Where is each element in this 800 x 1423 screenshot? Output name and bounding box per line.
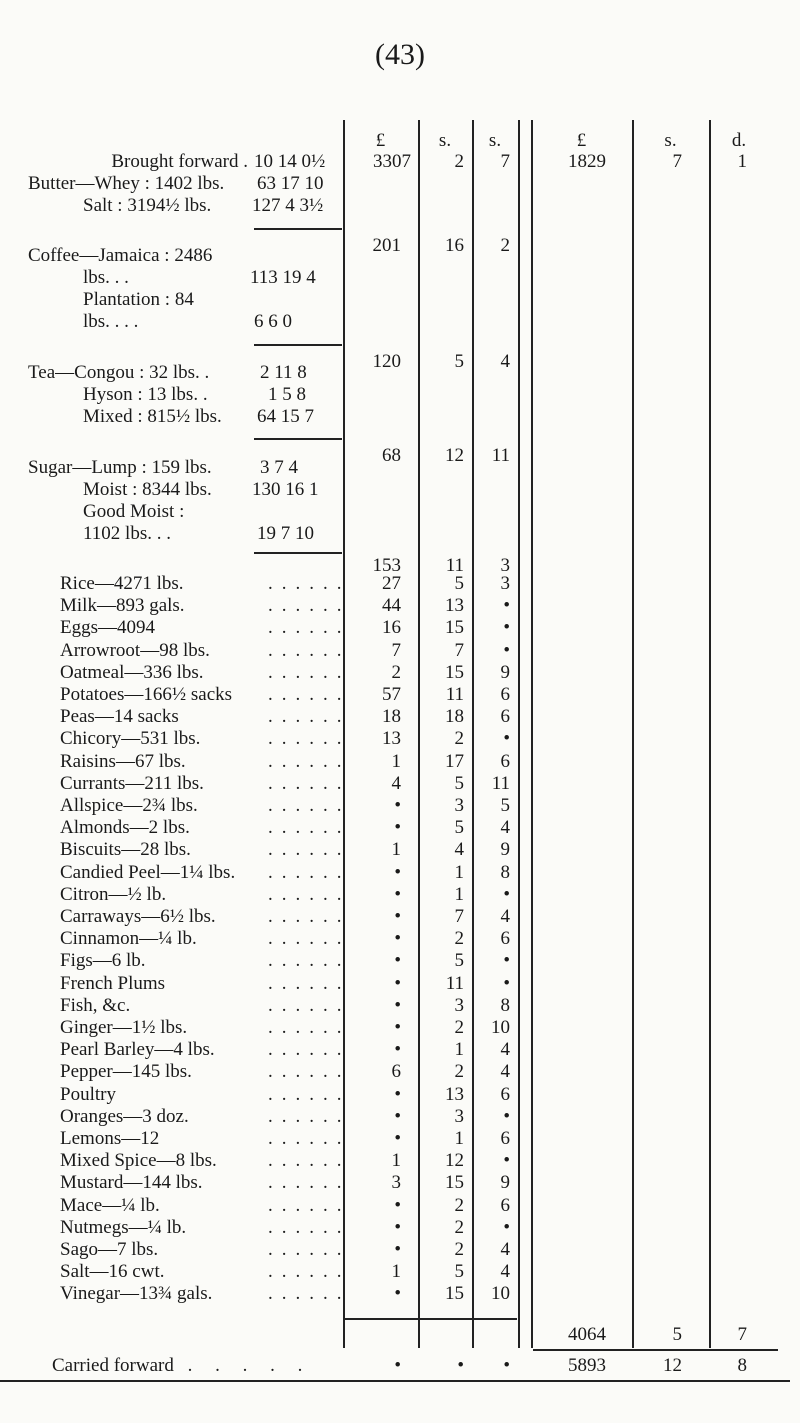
brought-forward-pounds: 3307 <box>373 151 411 172</box>
item-label: French Plums <box>60 973 166 994</box>
item-label: Arrowroot—98 lbs. <box>60 640 210 661</box>
item-pounds: 1 <box>391 751 401 772</box>
item-shillings: 1 <box>454 884 464 905</box>
header-total-shillings: s. <box>664 130 677 151</box>
item-pence: 8 <box>500 995 510 1016</box>
item-shillings: 3 <box>454 995 464 1016</box>
leader-dots: ...... <box>268 1061 351 1082</box>
carried-forward-shillings: • <box>457 1355 464 1376</box>
item-pounds: • <box>394 1239 401 1260</box>
item-pence: 6 <box>500 1128 510 1149</box>
item-pounds: 1 <box>391 839 401 860</box>
item-label: Peas—14 sacks <box>60 706 179 727</box>
brought-forward-total-pounds: 1829 <box>568 151 606 172</box>
subtotal-pounds: 4064 <box>568 1324 606 1345</box>
sugar-good-moist-label: Good Moist : <box>83 501 185 522</box>
coffee-jamaica-amount: 113 19 4 <box>250 267 316 288</box>
sugar-good-moist-unit: 1102 lbs. . . <box>83 523 171 544</box>
item-pence: 8 <box>500 862 510 883</box>
subtotal-pence: 7 <box>737 1324 747 1345</box>
item-shillings: 5 <box>454 773 464 794</box>
carried-forward-text: Carried forward <box>52 1355 174 1376</box>
item-shillings: 2 <box>454 1195 464 1216</box>
item-shillings: 2 <box>454 728 464 749</box>
item-label: Cinnamon—¼ lb. <box>60 928 197 949</box>
butter-shillings: 16 <box>445 235 464 256</box>
carried-forward-pence: • <box>503 1355 510 1376</box>
tea-shillings: 12 <box>445 445 464 466</box>
item-shillings: 2 <box>454 1217 464 1238</box>
item-label: Mace—¼ lb. <box>60 1195 160 1216</box>
item-label: Mustard—144 lbs. <box>60 1172 203 1193</box>
grand-total-rule <box>533 1349 778 1351</box>
leader-dots: ...... <box>268 617 351 638</box>
coffee-pence: 4 <box>500 351 510 372</box>
item-shillings: 1 <box>454 1128 464 1149</box>
butter-pence: 2 <box>500 235 510 256</box>
sugar-good-moist-amount: 19 7 10 <box>257 523 314 544</box>
item-pence: • <box>503 950 510 971</box>
item-pounds: 1 <box>391 1261 401 1282</box>
tea-pence: 11 <box>491 445 510 466</box>
leader-dots: ...... <box>268 973 351 994</box>
coffee-jamaica-unit: lbs. . . <box>83 267 129 288</box>
item-pounds: • <box>394 1283 401 1304</box>
item-shillings: 15 <box>445 662 464 683</box>
item-pence: • <box>503 1106 510 1127</box>
item-pounds: 4 <box>391 773 401 794</box>
leader-dots: ...... <box>268 1017 351 1038</box>
item-pence: 9 <box>500 1172 510 1193</box>
item-label: Citron—½ lb. <box>60 884 167 905</box>
tea-label: Tea—Congou : 32 lbs. . <box>28 362 210 383</box>
tea-mixed-amount: 64 15 7 <box>257 406 314 427</box>
item-label: Carraways—6½ lbs. <box>60 906 216 927</box>
butter-salt-amount: 127 4 3½ <box>252 195 324 216</box>
item-label: Raisins—67 lbs. <box>60 751 186 772</box>
item-shillings: 17 <box>445 751 464 772</box>
tea-subtotal-rule <box>254 438 342 440</box>
item-shillings: 7 <box>454 640 464 661</box>
item-pence: 6 <box>500 1084 510 1105</box>
item-pounds: • <box>394 1084 401 1105</box>
leader-dots: ...... <box>268 950 351 971</box>
tea-pounds: 68 <box>382 445 401 466</box>
item-label: Potatoes—166½ sacks <box>60 684 233 705</box>
item-pence: 6 <box>500 928 510 949</box>
item-shillings: 11 <box>445 684 464 705</box>
subtotal-shillings: 5 <box>672 1324 682 1345</box>
leader-dots: ...... <box>268 906 351 927</box>
brought-forward-total-shillings: 7 <box>672 151 682 172</box>
item-pence: • <box>503 617 510 638</box>
item-pence: 6 <box>500 684 510 705</box>
item-shillings: 5 <box>454 1261 464 1282</box>
leader-dots: ...... <box>268 1084 351 1105</box>
item-shillings: 5 <box>454 950 464 971</box>
leader-dots: ...... <box>268 595 351 616</box>
item-shillings: 2 <box>454 1239 464 1260</box>
leader-dots: ...... <box>268 773 351 794</box>
item-pounds: • <box>394 995 401 1016</box>
leader-dots: ...... <box>268 928 351 949</box>
item-pence: • <box>503 595 510 616</box>
item-pence: 6 <box>500 706 510 727</box>
brought-forward-label: Brought forward . <box>111 151 248 172</box>
item-pence: • <box>503 973 510 994</box>
item-pounds: 57 <box>382 684 401 705</box>
item-shillings: 1 <box>454 1039 464 1060</box>
item-pounds: 7 <box>391 640 401 661</box>
item-shillings: 2 <box>454 928 464 949</box>
rule-pence-right <box>518 120 520 1348</box>
item-label: Allspice—2¾ lbs. <box>60 795 198 816</box>
item-label: Sago—7 lbs. <box>60 1239 159 1260</box>
tea-hyson-label: Hyson : 13 lbs. . <box>83 384 208 405</box>
butter-salt-label: Salt : 3194½ lbs. <box>83 195 212 216</box>
tea-hyson-amount: 1 5 8 <box>268 384 306 405</box>
item-pounds: 18 <box>382 706 401 727</box>
item-label: Oatmeal—336 lbs. <box>60 662 204 683</box>
leader-dots: ...... <box>268 884 351 905</box>
sugar-subtotal-rule <box>254 552 342 554</box>
header-total-pence: d. <box>731 130 747 151</box>
leader-dots: ...... <box>268 995 351 1016</box>
item-pounds: 2 <box>391 662 401 683</box>
item-shillings: 3 <box>454 795 464 816</box>
item-label: Pearl Barley—4 lbs. <box>60 1039 215 1060</box>
item-pence: 6 <box>500 751 510 772</box>
item-pence: 4 <box>500 1039 510 1060</box>
item-pounds: • <box>394 1195 401 1216</box>
item-pounds: 16 <box>382 617 401 638</box>
item-shillings: 12 <box>445 1150 464 1171</box>
sugar-shillings: 11 <box>445 555 464 576</box>
item-label: Ginger—1½ lbs. <box>60 1017 188 1038</box>
leader-dots: ...... <box>268 1195 351 1216</box>
carried-forward-total-shillings: 12 <box>663 1355 682 1376</box>
leader-dots: ...... <box>268 795 351 816</box>
item-pence: 4 <box>500 817 510 838</box>
leader-dots: ...... <box>268 1039 351 1060</box>
item-pence: 4 <box>500 1239 510 1260</box>
item-pence: 5 <box>500 795 510 816</box>
item-shillings: 15 <box>445 617 464 638</box>
butter-pounds: 201 <box>372 235 401 256</box>
sugar-moist-amount: 130 16 1 <box>252 479 319 500</box>
item-pence: • <box>503 640 510 661</box>
item-pounds: 27 <box>382 573 401 594</box>
sugar-label: Sugar—Lump : 159 lbs. <box>28 457 212 478</box>
item-label: Chicory—531 lbs. <box>60 728 201 749</box>
item-label: Vinegar—13¾ gals. <box>60 1283 213 1304</box>
carried-forward-total-pounds: 5893 <box>568 1355 606 1376</box>
item-label: Oranges—3 doz. <box>60 1106 189 1127</box>
item-pounds: • <box>394 817 401 838</box>
item-pence: 6 <box>500 1195 510 1216</box>
coffee-plantation-amount: 6 6 0 <box>254 311 292 332</box>
item-pounds: • <box>394 795 401 816</box>
item-pence: 11 <box>491 773 510 794</box>
item-shillings: 15 <box>445 1172 464 1193</box>
leader-dots: ...... <box>268 662 351 683</box>
page-number: (43) <box>375 38 425 71</box>
item-pounds: 1 <box>391 1150 401 1171</box>
item-pounds: • <box>394 884 401 905</box>
coffee-plantation-label: Plantation : 84 <box>83 289 194 310</box>
item-pence: 4 <box>500 1261 510 1282</box>
item-label: Figs—6 lb. <box>60 950 146 971</box>
item-shillings: 7 <box>454 906 464 927</box>
carried-forward-pounds: • <box>394 1355 401 1376</box>
item-label: Pepper—145 lbs. <box>60 1061 192 1082</box>
item-pence: 10 <box>491 1283 510 1304</box>
item-pounds: • <box>394 1017 401 1038</box>
carried-forward-label <box>52 1355 311 1377</box>
leader-dots: ...... <box>268 1283 351 1304</box>
item-pence: • <box>503 728 510 749</box>
item-label: Nutmegs—¼ lb. <box>60 1217 187 1238</box>
rule-total-shillings-right <box>709 120 711 1348</box>
item-label: Currants—211 lbs. <box>60 773 204 794</box>
item-shillings: 5 <box>454 573 464 594</box>
leader-dots: ...... <box>268 684 351 705</box>
item-pence: 3 <box>500 573 510 594</box>
leader-dots: ...... <box>268 728 351 749</box>
coffee-pounds: 120 <box>372 351 401 372</box>
item-shillings: 5 <box>454 817 464 838</box>
coffee-shillings: 5 <box>454 351 464 372</box>
page-bottom-rule <box>0 1380 790 1382</box>
sugar-pounds: 153 <box>372 555 401 576</box>
leader-dots: ...... <box>268 839 351 860</box>
item-label: Rice—4271 lbs. <box>60 573 184 594</box>
leader-dots: ...... <box>268 817 351 838</box>
item-shillings: 18 <box>445 706 464 727</box>
item-shillings: 15 <box>445 1283 464 1304</box>
tea-congou-amount: 2 11 8 <box>260 362 307 383</box>
item-pence: 9 <box>500 839 510 860</box>
item-shillings: 11 <box>445 973 464 994</box>
brought-forward-pence: 7 <box>500 151 510 172</box>
item-shillings: 3 <box>454 1106 464 1127</box>
item-pounds: • <box>394 1217 401 1238</box>
header-total-pounds: £ <box>576 130 587 151</box>
rule-total-pounds-right <box>632 120 634 1348</box>
butter-whey-amount: 63 17 10 <box>257 173 324 194</box>
item-label: Milk—893 gals. <box>60 595 185 616</box>
leader-dots: ...... <box>268 1172 351 1193</box>
coffee-label: Coffee—Jamaica : 2486 <box>28 245 213 266</box>
leader-dots: ...... <box>268 1217 351 1238</box>
leader-dots: ...... <box>268 640 351 661</box>
item-label: Eggs—4094 <box>60 617 155 638</box>
item-pounds: • <box>394 1128 401 1149</box>
item-label: Almonds—2 lbs. <box>60 817 190 838</box>
item-pounds: • <box>394 906 401 927</box>
leader-dots: ...... <box>268 1106 351 1127</box>
item-label: Poultry <box>60 1084 116 1105</box>
item-pounds: 13 <box>382 728 401 749</box>
carried-forward-total-pence: 8 <box>737 1355 747 1376</box>
item-shillings: 2 <box>454 1017 464 1038</box>
item-pence: • <box>503 1217 510 1238</box>
item-pounds: 6 <box>391 1061 401 1082</box>
tea-mixed-label: Mixed : 815½ lbs. <box>83 406 222 427</box>
leader-dots: ...... <box>268 862 351 883</box>
item-pence: 4 <box>500 906 510 927</box>
sugar-lump-amount: 3 7 4 <box>260 457 298 478</box>
item-pounds: • <box>394 862 401 883</box>
items-total-rule <box>345 1318 517 1320</box>
sugar-pence: 3 <box>500 555 510 576</box>
leader-dots: ...... <box>268 1128 351 1149</box>
header-pounds: £ <box>375 130 386 151</box>
leader-dots: ...... <box>268 1150 351 1171</box>
item-pence: 10 <box>491 1017 510 1038</box>
item-shillings: 1 <box>454 862 464 883</box>
leader-dots: ...... <box>268 573 351 594</box>
item-pence: 9 <box>500 662 510 683</box>
item-pounds: 3 <box>391 1172 401 1193</box>
sugar-moist-label: Moist : 8344 lbs. <box>83 479 212 500</box>
item-label: Biscuits—28 lbs. <box>60 839 191 860</box>
brought-forward-shillings: 2 <box>454 151 464 172</box>
item-pounds: 44 <box>382 595 401 616</box>
leader-dots: ...... <box>268 751 351 772</box>
item-pounds: • <box>394 1106 401 1127</box>
brought-forward-total-pence: 1 <box>737 151 747 172</box>
item-pounds: • <box>394 973 401 994</box>
item-pounds: • <box>394 928 401 949</box>
item-shillings: 13 <box>445 595 464 616</box>
item-pence: • <box>503 884 510 905</box>
coffee-plantation-unit: lbs. . . . <box>83 311 139 332</box>
item-shillings: 4 <box>454 839 464 860</box>
item-label: Lemons—12 <box>60 1128 160 1149</box>
item-shillings: 13 <box>445 1084 464 1105</box>
item-pence: • <box>503 1150 510 1171</box>
leader-dots: ...... <box>268 1261 351 1282</box>
header-pence: s. <box>488 130 502 151</box>
leader-dots: . . . . . <box>173 1355 312 1376</box>
item-pounds: • <box>394 1039 401 1060</box>
butter-subtotal-rule <box>254 228 342 230</box>
item-label: Mixed Spice—8 lbs. <box>60 1150 217 1171</box>
item-pence: 4 <box>500 1061 510 1082</box>
butter-label: Butter—Whey : 1402 lbs. <box>28 173 225 194</box>
leader-dots: ...... <box>268 706 351 727</box>
coffee-subtotal-rule <box>254 344 342 346</box>
item-pounds: • <box>394 950 401 971</box>
item-label: Fish, &c. <box>60 995 131 1016</box>
item-shillings: 2 <box>454 1061 464 1082</box>
header-shillings: s. <box>438 130 452 151</box>
item-label: Candied Peel—1¼ lbs. <box>60 862 236 883</box>
rule-total-left <box>531 120 533 1348</box>
item-label: Salt—16 cwt. <box>60 1261 165 1282</box>
brought-forward-sub: 10 14 0½ <box>254 151 326 172</box>
leader-dots: ...... <box>268 1239 351 1260</box>
